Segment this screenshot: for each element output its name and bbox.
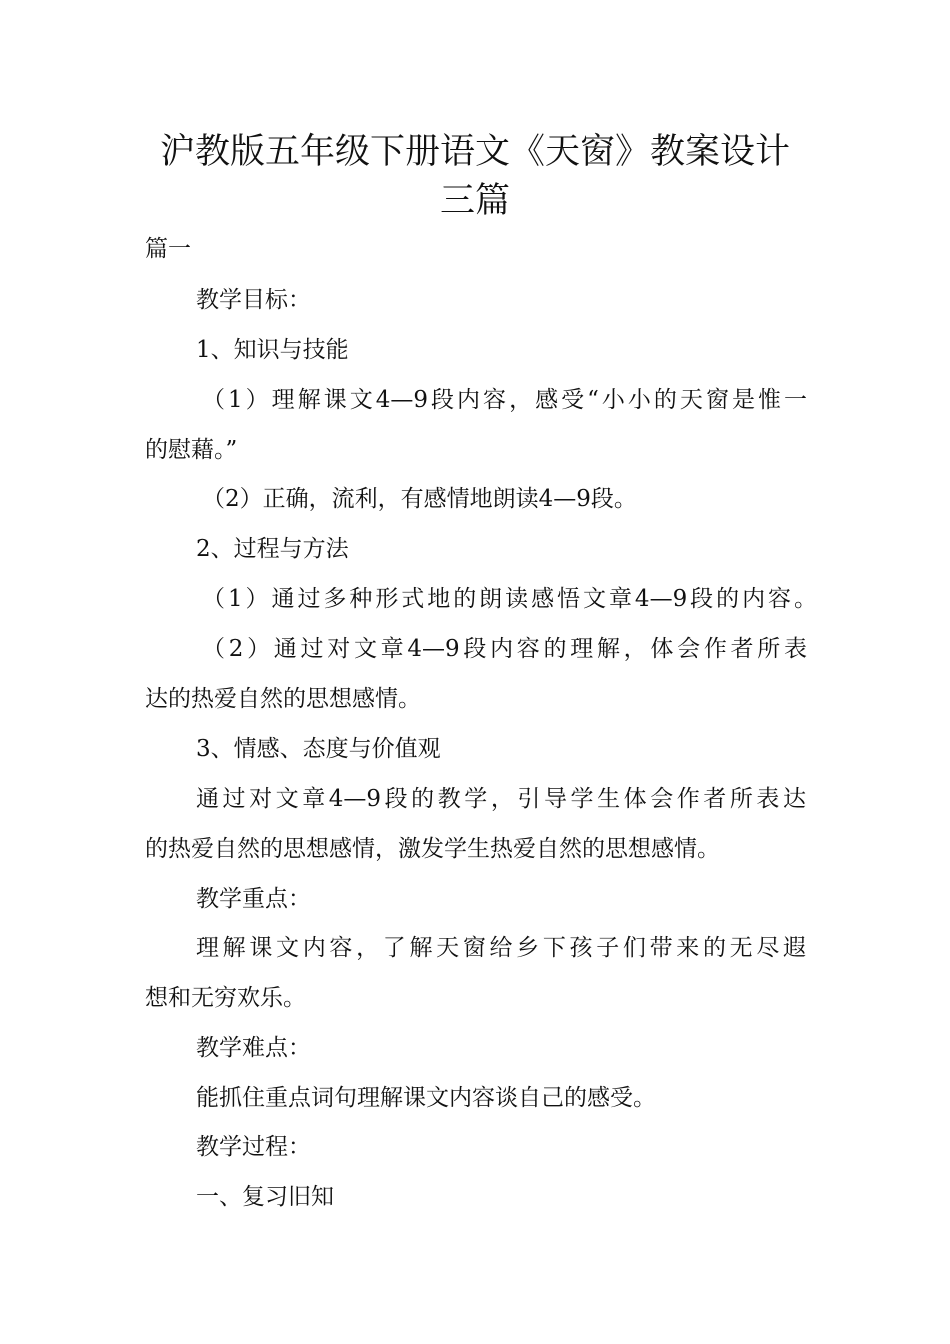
heading-difficulties: 教学难点： xyxy=(196,1035,311,1061)
paragraph-line: （1）理解课文4—9段内容，感受“小小的天窗是惟一 xyxy=(202,387,807,413)
subheading-process-method: 2、过程与方法 xyxy=(196,536,349,562)
paragraph-line: 通过对文章4—9段的教学，引导学生体会作者所表达 xyxy=(196,786,806,812)
paragraph-line: 的热爱自然的思想感情，激发学生热爱自然的思想感情。 xyxy=(145,836,720,862)
paragraph-line: 能抓住重点词句理解课文内容谈自己的感受。 xyxy=(196,1085,656,1111)
paragraph-line: 达的热爱自然的思想感情。 xyxy=(145,686,421,712)
paragraph-line: 想和无穷欢乐。 xyxy=(145,985,306,1011)
heading-teaching-process: 教学过程： xyxy=(196,1134,311,1160)
subheading-knowledge-skills: 1、知识与技能 xyxy=(196,337,349,363)
paragraph-line: 的慰藉。” xyxy=(145,437,238,463)
paragraph-line: （1）通过多种形式地的朗读感悟文章4—9段的内容。 xyxy=(202,586,817,612)
heading-teaching-goals: 教学目标： xyxy=(196,287,311,313)
section-label: 篇一 xyxy=(145,236,191,262)
heading-key-points: 教学重点： xyxy=(196,886,311,912)
subheading-emotion-values: 3、情感、态度与价值观 xyxy=(196,736,441,762)
document-title-line-2: 三篇 xyxy=(439,181,510,221)
subheading-review: 一、复习旧知 xyxy=(196,1184,334,1210)
paragraph-line: （2）通过对文章4—9段内容的理解，体会作者所表 xyxy=(202,636,807,662)
paragraph-line: （2）正确，流利，有感情地朗读4—9段。 xyxy=(202,486,637,512)
paragraph-line: 理解课文内容，了解天窗给乡下孩子们带来的无尽遐 xyxy=(196,935,806,961)
document-title-line-1: 沪教版五年级下册语文《天窗》教案设计 xyxy=(159,132,790,172)
